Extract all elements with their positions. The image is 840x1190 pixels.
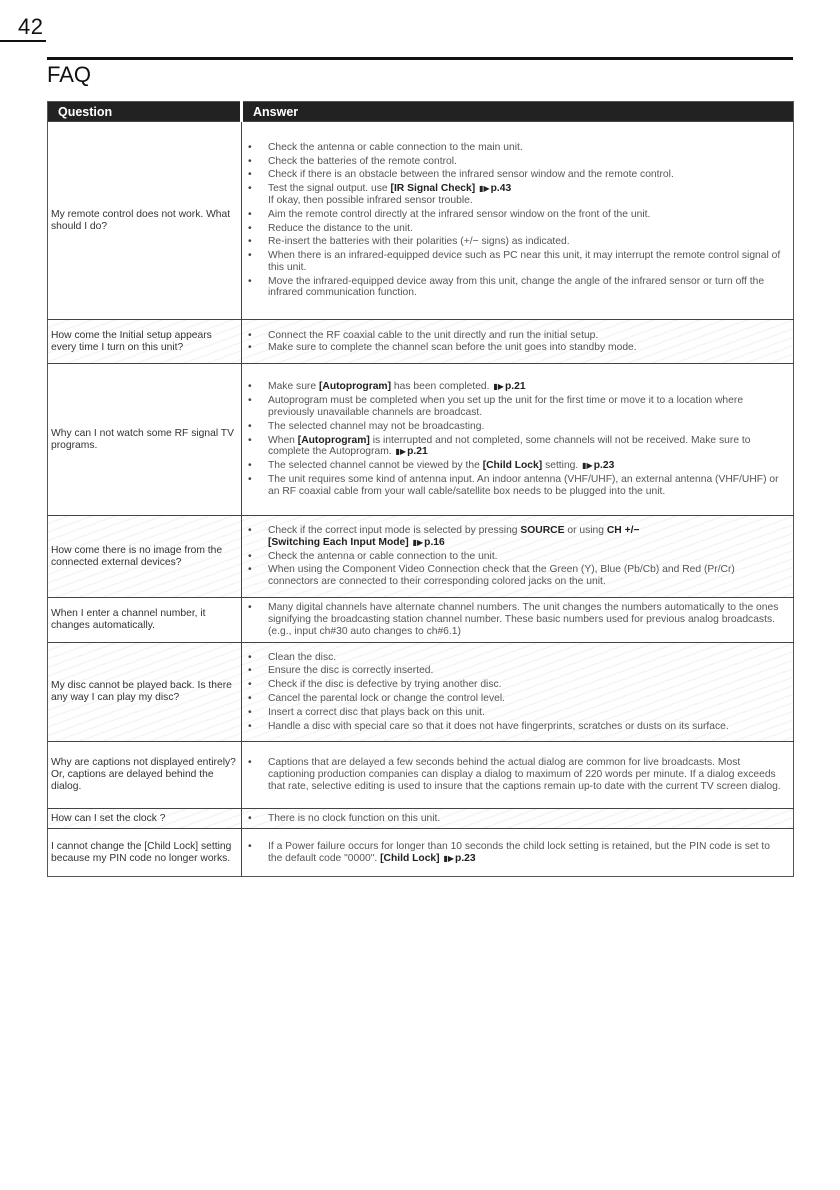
- menu-keyword: [Child Lock]: [482, 460, 543, 472]
- button-keyword: SOURCE: [520, 525, 565, 536]
- faq-answer: [242, 829, 794, 877]
- answer-item: • Many digital channels have alternate channel numbers. The unit changes the numbers automatically to the ones signifying the broadcasting station channel number. These basic numbers used for previous analog broadcasts. (e.g., input ch#30 auto changes to ch#6.1): [246, 602, 785, 637]
- answer-text: The selected channel cannot be viewed by the: [268, 460, 480, 472]
- answer-item: [246, 841, 785, 865]
- section-title: FAQ: [47, 62, 92, 87]
- answer-text: If a Power failure occurs for longer than 10 seconds the child lock setting is retained, but the PIN code is set to the default code "0000".: [268, 840, 770, 864]
- faq-answer: [242, 516, 794, 598]
- header-rule: [47, 57, 793, 60]
- answer-item: • Move the infrared-equipped device away from this unit, change the angle of the infrared sensor or turn off the infrared communication function.: [246, 276, 785, 300]
- page-reference-arrow-icon: ▮▶: [479, 184, 490, 194]
- question-column-header: Question: [48, 102, 242, 122]
- faq-question: Why are captions not displayed entirely? Or, captions are delayed behind the dialog.: [48, 742, 242, 809]
- faq-question: I cannot change the [Child Lock] setting because my PIN code no longer works.: [48, 829, 242, 877]
- answer-column-header: Answer: [242, 102, 794, 122]
- faq-row-initial-setup: [48, 320, 794, 364]
- answer-item: • Clean the disc.: [246, 652, 785, 664]
- faq-row-channel-number: [48, 598, 794, 643]
- faq-row-disc-playback: [48, 643, 794, 742]
- button-keyword: CH +/−: [606, 525, 640, 536]
- answer-item: • Re-insert the batteries with their polarities (+/− signs) as indicated.: [246, 236, 785, 248]
- faq-row-clock: [48, 809, 794, 829]
- answer-item: • Captions that are delayed a few seconds behind the actual dialog are common for live broadcasts. Most captioning production companies can display a dialog to maximum of 220 words per minute. If a dialog exceeds that rate, selective editing is used to insure that the captions remain up-to date with the current TV screen dialog.: [246, 757, 785, 792]
- faq-answer: [242, 320, 794, 364]
- menu-keyword: [Child Lock]: [380, 852, 440, 864]
- faq-question: My disc cannot be played back. Is there any way I can play my disc?: [48, 643, 242, 742]
- answer-item: [246, 460, 785, 472]
- faq-answer: [242, 643, 794, 742]
- page-reference: p.23: [455, 852, 476, 864]
- faq-header-row: [48, 102, 794, 122]
- menu-keyword: [Autoprogram]: [318, 381, 392, 393]
- answer-text: When: [268, 434, 295, 446]
- answer-item: [246, 183, 785, 207]
- menu-keyword: [Autoprogram]: [297, 434, 370, 446]
- answer-text: Check if the correct input mode is selected by pressing: [268, 525, 518, 536]
- answer-item: • Check the antenna or cable connection to the unit.: [246, 551, 785, 563]
- faq-answer: [242, 809, 794, 829]
- faq-question: How come the Initial setup appears every time I turn on this unit?: [48, 320, 242, 364]
- answer-item: • Ensure the disc is correctly inserted.: [246, 665, 785, 677]
- faq-row-remote-control: [48, 122, 794, 320]
- answer-item: • Check if there is an obstacle between the infrared sensor window and the remote control.: [246, 169, 785, 181]
- answer-item: [246, 525, 785, 549]
- faq-row-external-devices: [48, 516, 794, 598]
- answer-item: • Check if the disc is defective by trying another disc.: [246, 679, 785, 691]
- faq-question: Why can I not watch some RF signal TV programs.: [48, 364, 242, 516]
- faq-answer: [242, 598, 794, 643]
- faq-answer: [242, 742, 794, 809]
- answer-text: Test the signal output. use: [268, 183, 388, 195]
- menu-keyword: [IR Signal Check]: [390, 183, 476, 195]
- answer-item: • Make sure to complete the channel scan before the unit goes into standby mode.: [246, 342, 785, 354]
- page-reference-arrow-icon: ▮▶: [582, 461, 593, 471]
- answer-text: setting.: [545, 460, 579, 472]
- page-reference: p.21: [504, 381, 526, 393]
- answer-item: • When using the Component Video Connection check that the Green (Y), Blue (Pb/Cb) and Red (Pr/Cr) connectors are connected to their corresponding colored jacks on the unit.: [246, 564, 785, 588]
- answer-text: Make sure: [268, 381, 317, 393]
- page-reference: p.23: [593, 460, 615, 472]
- page-reference-arrow-icon: ▮▶: [412, 537, 424, 547]
- answer-item: • Insert a correct disc that plays back on this unit.: [246, 707, 785, 719]
- faq-answer: [242, 364, 794, 516]
- page-reference: p.43: [490, 183, 512, 195]
- faq-row-rf-signal: [48, 364, 794, 516]
- answer-item: • There is no clock function on this unit.: [246, 813, 785, 825]
- answer-item: • Connect the RF coaxial cable to the unit directly and run the initial setup.: [246, 330, 785, 342]
- faq-question: When I enter a channel number, it changes automatically.: [48, 598, 242, 643]
- answer-text: or using: [567, 525, 604, 536]
- page-number: 42: [18, 14, 44, 39]
- faq-question: How come there is no image from the connected external devices?: [48, 516, 242, 598]
- answer-item: [246, 381, 785, 393]
- answer-item: • Handle a disc with special care so that it does not have fingerprints, scratches or dusts on its surface.: [246, 721, 785, 733]
- faq-table: [47, 101, 794, 877]
- answer-item: • The selected channel may not be broadcasting.: [246, 421, 785, 433]
- answer-item: • Reduce the distance to the unit.: [246, 223, 785, 235]
- answer-note: If okay, then possible infrared sensor trouble.: [268, 194, 473, 206]
- answer-item: • Cancel the parental lock or change the control level.: [246, 693, 785, 705]
- answer-item: • The unit requires some kind of antenna input. An indoor antenna (VHF/UHF), an external antenna (VHF/UHF) or an RF coaxial cable from your wall cable/satellite box needs to be plugged into the unit.: [246, 474, 785, 498]
- answer-text: is interrupted and not completed, some channels will not be received. Make sure to complete the Autoprogram.: [268, 434, 751, 458]
- faq-answer: [242, 122, 794, 320]
- answer-item: • Aim the remote control directly at the infrared sensor window on the front of the unit.: [246, 209, 785, 221]
- faq-row-captions: [48, 742, 794, 809]
- answer-text: has been completed.: [393, 381, 490, 393]
- answer-item: • Check the batteries of the remote control.: [246, 156, 785, 168]
- page-reference-arrow-icon: ▮▶: [395, 447, 407, 457]
- page-reference: p.16: [424, 536, 445, 548]
- page-number-underline: [0, 40, 46, 42]
- menu-keyword: [Switching Each Input Mode]: [268, 536, 409, 548]
- answer-item: • Check the antenna or cable connection to the main unit.: [246, 142, 785, 154]
- answer-item: • Autoprogram must be completed when you set up the unit for the first time or move it to a location where previously unavailable channels are broadcast.: [246, 395, 785, 419]
- faq-question: My remote control does not work. What should I do?: [48, 122, 242, 320]
- page-reference-arrow-icon: ▮▶: [443, 853, 455, 863]
- faq-question: How can I set the clock ?: [48, 809, 242, 829]
- page-reference-arrow-icon: ▮▶: [493, 382, 504, 392]
- page-reference: p.21: [407, 446, 428, 458]
- answer-item: • When there is an infrared-equipped device such as PC near this unit, it may interrupt the remote control signal of this unit.: [246, 250, 785, 274]
- answer-item: [246, 435, 785, 459]
- faq-row-child-lock-pin: [48, 829, 794, 877]
